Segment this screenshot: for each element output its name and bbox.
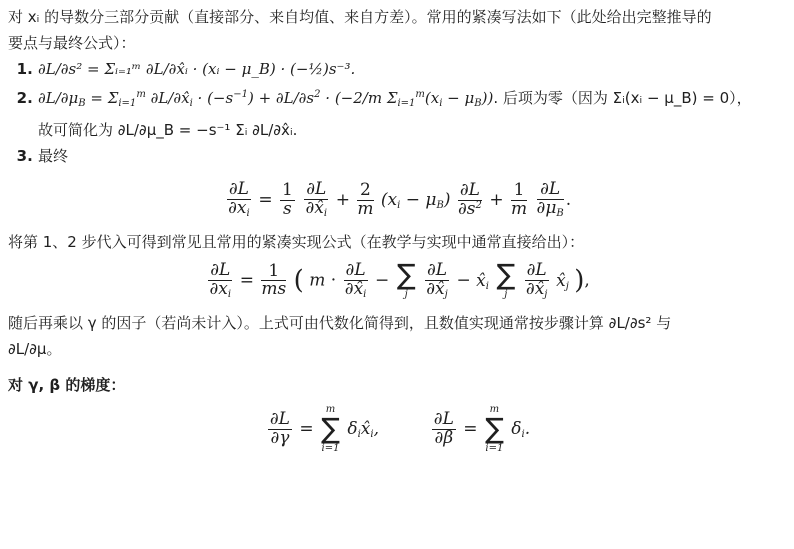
gamma-beta-formula: $\frac{\partial L}{\partial\gamma}$ = m ∑ i=1 $\delta_ix̂_i$, $\frac{\partial L}{\partial\beta}$ = m ∑ i=1 $\delta_i$. — [269, 404, 531, 455]
step-2-note: . 后项为零（因为 Σᵢ(xᵢ − μ_B) = 0）， — [493, 89, 752, 107]
final-formula: $\frac{\partial L}{\partial x_i}$ = $\frac{1}{s}$ $\frac{\partial L}{\partial x̂_i}$ + $\frac{2}{m}$ $(x_i - \mu_B)$ $\frac{\partial L}{\partial s^2}$ + $\frac{1}{m}$ $\frac{\partial L}{\partial\mu_B}$ . — [228, 179, 572, 219]
compact-formula: $\frac{\partial L}{\partial x_i}$ = $\frac{1}{ms}$ ( m · $\frac{\partial L}{\partial x̂_i}$ − ∑ j $\frac{\partial L}{\partial x̂_j}$ − $x̂_i$ ∑ j $\frac{\partial L}{\partial x̂_j}$ $x̂_j$ ), — [209, 258, 590, 301]
step-3-label: 最终 — [38, 147, 69, 165]
step-2-simplified: 故可简化为 ∂L/∂μ_B = −s⁻¹ Σᵢ ∂L/∂x̂ᵢ. — [38, 121, 298, 139]
step-3 — [38, 143, 788, 169]
note-line-2: ∂L/∂μ。 — [8, 340, 62, 359]
step-2 — [38, 82, 788, 143]
note-paragraph — [8, 310, 788, 362]
step-2-formula: $\partial L/\partial\mu_B = \Sigma_{i=1}^m$ $\partial L/\partial x̂_i \cdot (-s^{-1}) + \partial L/\partial s^2 \cdot (-2/m$ $\Sigma_{i=1}^m(x_i - \mu_B)$) — [38, 89, 494, 109]
step-1 — [38, 56, 788, 82]
step-1-formula: ∂L/∂s² = Σᵢ₌₁ᵐ ∂L/∂x̂ᵢ · (xᵢ − μ_B) · (−½)s⁻³. — [38, 60, 356, 78]
intro-line-2: 要点与最终公式）： — [8, 34, 136, 52]
gamma-beta-heading: 对 γ, β 的梯度： — [8, 376, 126, 395]
document-page — [8, 0, 788, 464]
note-line-1: 随后再乘以 γ 的因子（若尚未计入）。上式可由代数化简得到，且数值实现通常按步骤计算 ∂L/∂s² 与 — [8, 314, 672, 333]
intro-line-1: 对 xᵢ 的导数分三部分贡献（直接部分、来自均值、来自方差）。常用的紧凑写法如下（此处给出完整推导的 — [8, 8, 712, 26]
derivation-steps — [8, 56, 788, 169]
substitute-paragraph: 将第 1、2 步代入可得到常见且常用的紧凑实现公式（在教学与实现中通常直接给出）： — [8, 233, 585, 252]
intro-paragraph — [8, 4, 788, 56]
